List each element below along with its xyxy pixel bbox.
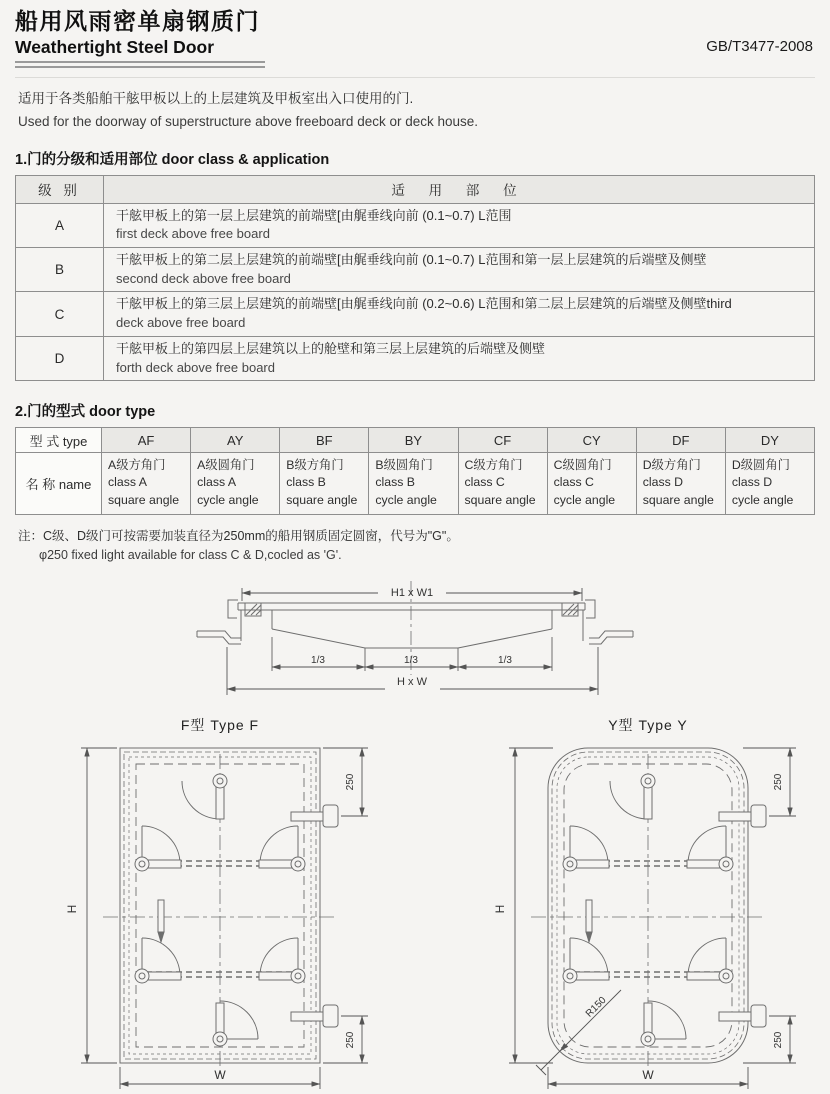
type-angle-line: cycle angle xyxy=(553,492,616,507)
type-f-drawing xyxy=(65,715,375,1094)
type-name-chinese: A级圆角门 xyxy=(197,458,255,473)
table-row xyxy=(16,292,815,336)
application-english: first deck above free board xyxy=(116,226,270,242)
type-name-cell xyxy=(369,453,458,515)
type-code: CY xyxy=(547,428,636,453)
type-code: BF xyxy=(280,428,369,453)
type-name-chinese: D级方角门 xyxy=(642,458,701,473)
page-title-english: Weathertight Steel Door xyxy=(15,36,215,57)
type-name-cell xyxy=(458,453,547,515)
dim-label-hxw: H x W xyxy=(397,675,427,688)
type-name-cell xyxy=(636,453,725,515)
type-name-cell xyxy=(725,453,814,515)
name-row-header: 名 称 name xyxy=(16,453,102,515)
door-class-table xyxy=(15,175,815,382)
note-english: φ250 fixed light available for class C & D,cocled as 'G'. xyxy=(39,547,342,562)
type-name-chinese: C级方角门 xyxy=(464,458,523,473)
class-cell: B xyxy=(16,247,104,291)
dim-label-w: W xyxy=(642,1067,654,1082)
door-type-table xyxy=(15,427,815,515)
type-f-svg xyxy=(65,736,375,1094)
type-y-drawing xyxy=(493,715,803,1094)
type-name-chinese: B级方角门 xyxy=(286,458,344,473)
type-class-line: class A xyxy=(108,475,147,490)
dim-label-h: H xyxy=(65,904,79,914)
intro-text-english: Used for the doorway of superstructure above freeboard deck or deck house. xyxy=(18,113,479,129)
type-angle-line: square angle xyxy=(108,492,180,507)
type-angle-line: cycle angle xyxy=(731,492,794,507)
page-title-chinese: 船用风雨密单扇钢质门 xyxy=(15,8,260,34)
type-angle-line: cycle angle xyxy=(375,492,437,507)
type-name-cell xyxy=(102,453,191,515)
application-cell xyxy=(104,336,815,380)
type-name-chinese: D级圆角门 xyxy=(731,458,790,473)
class-column-header: 级 别 xyxy=(16,175,104,203)
hinge-bottom xyxy=(719,1005,766,1027)
cross-section-drawing xyxy=(195,577,635,709)
type-name-chinese: B级圆角门 xyxy=(375,458,433,473)
type-code: DF xyxy=(636,428,725,453)
class-cell: A xyxy=(16,203,104,247)
dim-label-250-top: 250 xyxy=(773,773,784,791)
type-class-line: class B xyxy=(375,475,416,490)
application-chinese: 干舷甲板上的第一层上层建筑的前端壁[由艉垂线向前 (0.1~0.7) L范围 xyxy=(116,207,512,223)
dim-label-h1w1: H1 x W1 xyxy=(390,586,434,599)
application-column-header: 适 用 部 位 xyxy=(104,175,815,203)
note-chinese: 注：C级、D级门可按需要加装直径为250mm的船用钢质固定圆窗，代号为"G"。 xyxy=(18,528,459,543)
page-header xyxy=(15,8,815,68)
application-cell xyxy=(104,247,815,291)
type-class-line: class D xyxy=(731,475,773,490)
type-y-svg xyxy=(493,736,803,1094)
application-cell xyxy=(104,292,815,336)
type-class-line: class C xyxy=(464,475,505,490)
application-chinese: 干舷甲板上的第四层上层建筑以上的舱壁和第三层上层建筑的后端壁及侧壁 xyxy=(116,340,546,356)
type-angle-line: square angle xyxy=(464,492,536,507)
dim-label-h: H xyxy=(493,904,507,914)
hinge-bottom xyxy=(291,1005,338,1027)
notes-block xyxy=(15,526,815,562)
dim-label-r150: R150 xyxy=(583,994,609,1020)
application-chinese: 干舷甲板上的第二层上层建筑的前端壁[由艉垂线向前 (0.1~0.7) L范围和第一层上层建筑的后端壁及侧壁 xyxy=(116,251,707,267)
type-y-title: Y型 Type Y xyxy=(608,716,688,733)
type-name-cell xyxy=(547,453,636,515)
class-cell: C xyxy=(16,292,104,336)
dim-label-250-top: 250 xyxy=(345,773,356,791)
door-drawings-row xyxy=(15,715,815,1094)
class-cell: D xyxy=(16,336,104,380)
type-class-line: class B xyxy=(286,475,326,490)
application-english: forth deck above free board xyxy=(116,359,275,375)
type-angle-line: square angle xyxy=(286,492,358,507)
dim-label-third2: 1/3 xyxy=(404,654,418,666)
type-name-cell xyxy=(191,453,280,515)
type-name-cell xyxy=(280,453,369,515)
hinge-top xyxy=(291,805,338,827)
application-english: deck above free board xyxy=(116,315,246,331)
hinge-top xyxy=(719,805,766,827)
dimension-h xyxy=(81,748,117,1063)
handle-lever xyxy=(158,900,164,942)
application-english: second deck above free board xyxy=(116,270,291,286)
type-angle-line: square angle xyxy=(642,492,714,507)
type-angle-line: cycle angle xyxy=(197,492,259,507)
dim-label-third3: 1/3 xyxy=(498,654,512,666)
handle-lever xyxy=(586,900,592,942)
intro-text-chinese: 适用于各类船舶干舷甲板以上的上层建筑及甲板室出入口使用的门. xyxy=(18,90,414,106)
type-code: DY xyxy=(725,428,814,453)
type-f-title: F型 Type F xyxy=(180,716,260,733)
section1-heading: 1.门的分级和适用部位 door class & application xyxy=(15,151,330,168)
title-double-underline xyxy=(15,61,265,68)
dimension-h xyxy=(509,748,553,1063)
table-row xyxy=(16,203,815,247)
type-code: AY xyxy=(191,428,280,453)
frame-profile xyxy=(228,600,595,641)
type-code: BY xyxy=(369,428,458,453)
type-code-row xyxy=(16,428,815,453)
application-cell xyxy=(104,203,815,247)
type-class-line: class D xyxy=(642,475,684,490)
table-row xyxy=(16,336,815,380)
dimension-250-top xyxy=(743,748,796,816)
section2-heading: 2.门的型式 door type xyxy=(15,404,156,421)
intro-block xyxy=(15,77,815,129)
cross-section-svg xyxy=(195,577,635,709)
side-wing-plates xyxy=(197,631,633,644)
type-class-line: class A xyxy=(197,475,237,490)
type-class-line: class C xyxy=(553,475,594,490)
dim-label-w: W xyxy=(214,1067,226,1082)
dim-label-250-bottom: 250 xyxy=(773,1031,784,1049)
type-name-chinese: C级圆角门 xyxy=(553,458,612,473)
type-code: AF xyxy=(102,428,191,453)
table-row xyxy=(16,247,815,291)
type-name-chinese: A级方角门 xyxy=(108,458,166,473)
type-name-row xyxy=(16,453,815,515)
application-chinese: 干舷甲板上的第三层上层建筑的前端壁[由艉垂线向前 (0.2~0.6) L范围和第二层上层建筑的后端壁及侧壁third xyxy=(116,296,732,312)
type-row-header: 型 式 type xyxy=(16,428,102,453)
dim-label-third1: 1/3 xyxy=(311,654,325,666)
type-code: CF xyxy=(458,428,547,453)
dim-label-250-bottom: 250 xyxy=(345,1031,356,1049)
standard-code: GB/T3477-2008 xyxy=(706,38,813,55)
table-header-row xyxy=(16,175,815,203)
